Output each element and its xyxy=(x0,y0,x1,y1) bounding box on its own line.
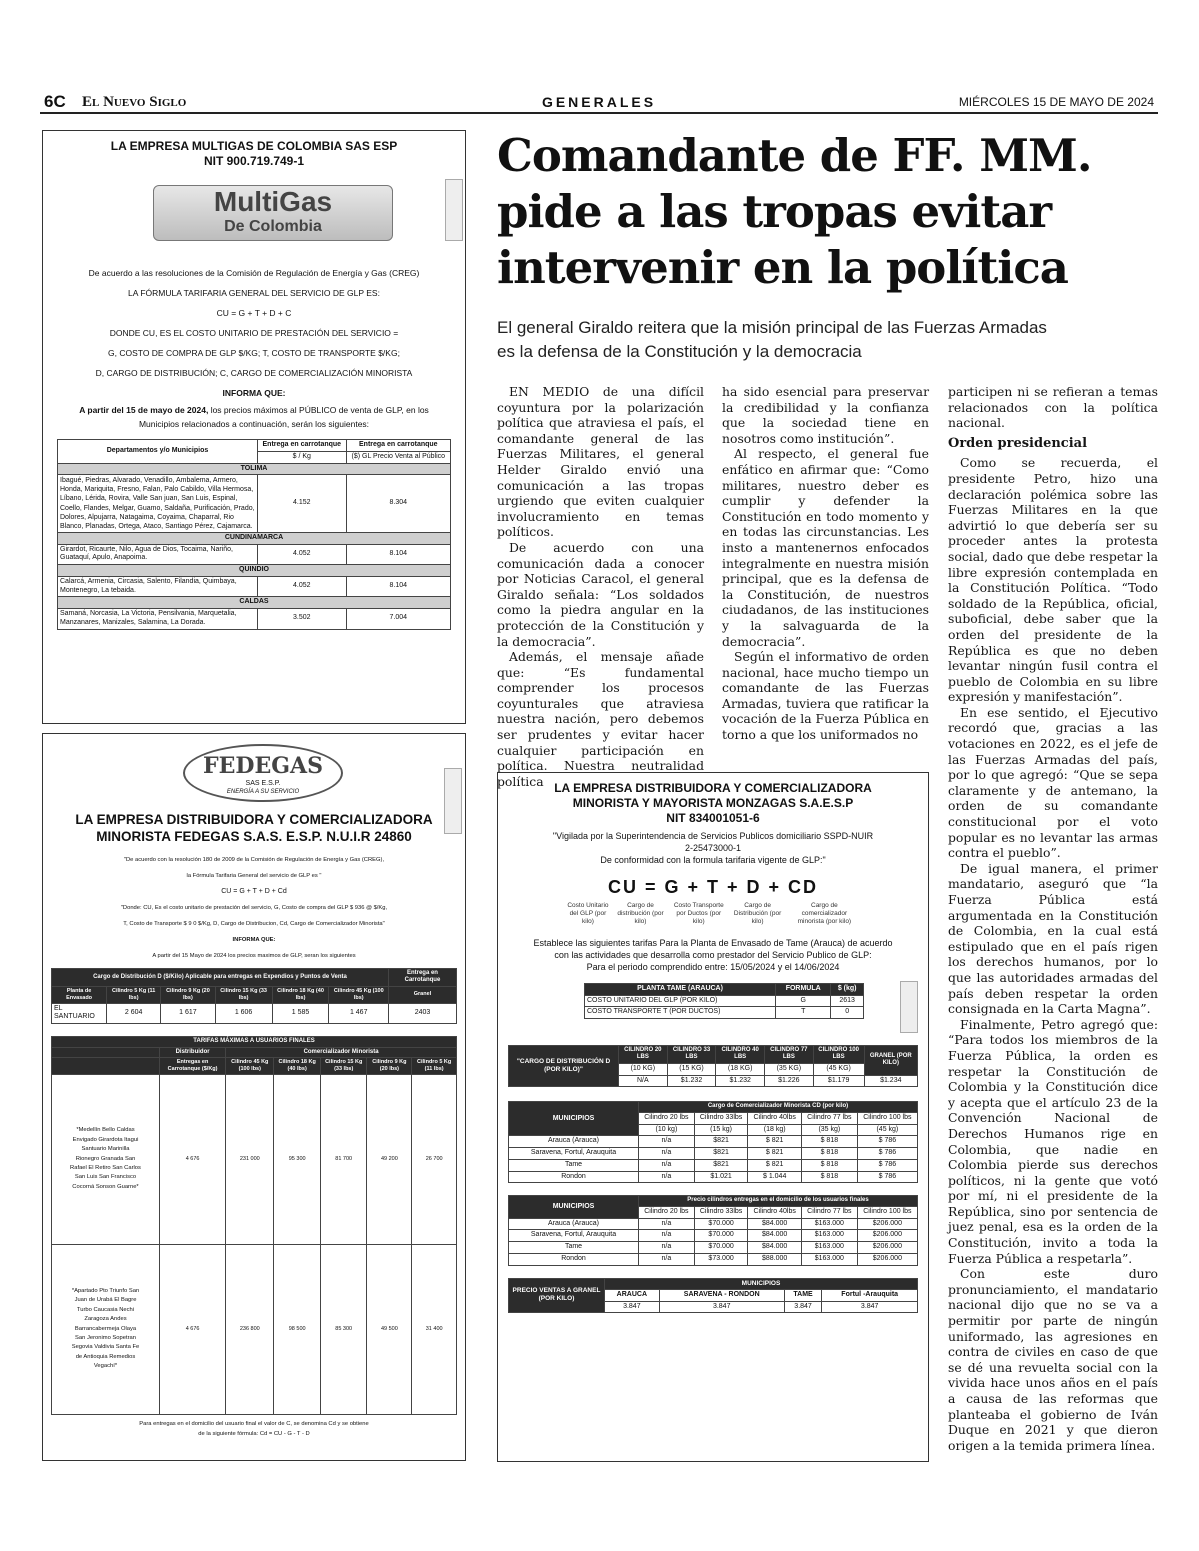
subheading: Orden presidencial xyxy=(948,435,1088,451)
superservicios-badge xyxy=(445,179,463,241)
table-row: EL SANTUARIO 2 604 1 617 1 606 1 585 1 467 2403 xyxy=(52,1003,457,1024)
multigas-formula: CU = G + T + D + C xyxy=(216,308,292,318)
multigas-intro: A partir del 15 de mayo de 2024, los precios máximos al PÚBLICO de venta de GLP, en los Municipios relacionados a continuación, serán los siguientes: xyxy=(79,405,429,429)
paragraph: EN MEDIO de una difícil coyuntura por la polarización política que atraviesa el país, el comandante general de las Fuerzas Militares, el general Helder Giraldo envió una comunicación a las tropas urgiendo que eviten cualquier involucramiento en temas políticos. xyxy=(497,384,704,540)
paragraph: participen ni se refieran a temas relacionados con la política nacional. xyxy=(948,384,1158,431)
newspaper-name: El Nuevo Siglo xyxy=(82,94,187,110)
bulk-price-table: PRECIO VENTAS A GRANEL (POR KILO) MUNICIPIOS ARAUCA SARAVENA - RONDON TAME Fortul -Arauquita 3.847 3.847 3.847 3.847 xyxy=(508,1278,918,1314)
superservicios-badge xyxy=(900,981,918,1033)
fedegas-ad xyxy=(42,733,466,1461)
multigas-logo: MultiGas De Colombia xyxy=(153,185,393,241)
article-column-3 xyxy=(948,384,1158,1464)
cylinder-price-table: MUNICIPIOS Precio cilindros entregas en el domicilio de los usuarios finales Cilindro 20 lbs Cilindro 33lbs Cilindro 40lbs Cilindro 77 lbs Cilindro 100 lbs Arauca (Arauca) n/a $70.000 $84.000 $163.000 $206.000 Saravena, Fortul, Arauquita n/a $70.000 $84.000 $163.000 $206.000 Tame n/a $70.000 $84.000 $163.000 $206.000 Rondon n/a $73.000 $88.000 $163.000 $206.000 xyxy=(508,1195,918,1265)
dept-row: QUINDIO xyxy=(58,565,451,577)
article-headline: Comandante de FF. MM. pide a las tropas evitar intervenir en la política xyxy=(497,129,1092,294)
dept-row: TOLIMA xyxy=(58,463,451,475)
table-row: *Medellín Bello Caldas Envigado Girardota Itagui Santuario Marinilla Rionegro Granada San Rafael El Retiro San Carlos San Luis San Francisco Cocorná Sonson Guarne* 4 676 231 000 95 300 81 700 49 200 26 700 xyxy=(52,1074,457,1244)
page-header xyxy=(40,92,1158,114)
table-row: Samaná, Norcasia, La Victoria, Pensilvania, Marquetalia, Manzanares, Manizales, Salamina, La Dorada. xyxy=(58,609,258,630)
monzagas-line: Para el periodo comprendido entre: 15/05/2024 y el 14/06/2024 xyxy=(586,961,840,972)
multigas-price-table: Departamentos y/o Municipios Entrega en carrotanque Entrega en carrotanque $ / Kg ($) GL Precio Venta al Público TOLIMA Ibagué, Piedras, Alvarado, Venadillo, Ambalema, Armero, Honda, Mariquita, Fresno, Falan, Palo Cabildo, Villa Hermosa, Líbano, Lérida, Rovira, Valle San juan, San Luis, Espinal, Coello, Flandes, Melgar, Guamo, Saldaña, Purificación, Prado, Dolores, Alpujarra, Natagaima, Coyaima, Chaparral, Rio Blanco, Planadas, Ortega, Ataco, Santiago Pérez, Cajamarca. 4.152 8.304 CUNDINAMARCA Girardot, Ricaurte, Nilo, Agua de Dios, Tocaima, Nariño, Guataquí, Apulo, Anapoima. 4.052 8.104 QUINDIO Calarcá, Armenia, Circasia, Salento, Filandia, Quimbaya, Montenegro, La tebaida. 4.052 8.104 CALDAS Samaná, Norcasia, La Victoria, Pensilvania, Marquetalia, Manzanares, Manizales, Salamina, La Dorada. 3.502 7.004 xyxy=(57,439,451,630)
table-row: 3.847 3.847 3.847 3.847 xyxy=(509,1301,918,1313)
table-row: Calarcá, Armenia, Circasia, Salento, Filandia, Quimbaya, Montenegro, La tebaida. xyxy=(58,576,258,597)
multigas-line: De acuerdo a las resoluciones de la Comisión de Regulación de Energía y Gas (CREG) xyxy=(88,268,420,278)
fedegas-line: "Donde: CU, Es el costo unitario de prestación del servicio, G, Costo de compra del GLP $ 936 @ $/Kg, xyxy=(120,904,388,911)
paragraph: Finalmente, Petro agregó que: “Para todos los miembros de la Fuerza Pública, la orden es respetar la Constitución de Colombia y la Constitución dice y acepta que el artículo 23 de la Convención Nacional de Derechos Humanos rige en Colombia, que nadie en Colombia pierde sus derechos políticos, ni la gente que votó por mí, ni el presidente de la República, sino por sentencia de juez penal, esa es la orden de la Constitución, invito a toda la Fuerza Pública a respetarla”. xyxy=(948,1016,1158,1266)
table-row: Rondon n/a $73.000 $88.000 $163.000 $206.000 xyxy=(509,1253,918,1265)
multigas-informa: INFORMA QUE: xyxy=(222,388,286,398)
paragraph: Al respecto, el general fue enfático en afirmar que: “Como militares, nuestro deber es cumplir y defender la Constitución en todo momento y en todas las circunstancias. Les insto a mantenernos enfocados integralmente en nuestra misión principal, que es la defensa de la Constitución, de nuestros ciudadanos, de las instituciones y la salvaguarda de la democracia”. xyxy=(722,446,929,649)
fedegas-nuir: MINORISTA FEDEGAS S.A.S. E.S.P. N.U.I.R 24860 xyxy=(96,828,412,844)
table-row: Arauca (Arauca) n/a $70.000 $84.000 $163.000 $206.000 xyxy=(509,1218,918,1230)
article-column-1 xyxy=(497,384,704,789)
multigas-nit: NIT 900.719.749-1 xyxy=(203,154,305,168)
multigas-logo-area xyxy=(57,173,451,257)
formula-labels: Costo Unitario del GLP (por kilo) Cargo de distribución (por kilo) Costo Transporte por Ductos (por kilo) Cargo de Distribución (por kilo) Cargo de comercializador minorista (por kilo) xyxy=(567,901,852,925)
paragraph: Como se recuerda, el presidente Petro, hizo una declaración polémica sobre las Fuerzas Militares en la que advirtió lo que debería ser su proceder antes la protesta social, dado que debe respetar la libre expresión contemplada en la Constitución Política. “Todo soldado de la República, oficial, suboficial, debe saber que la orden del presidente de la República es que no deben levantar ningún fusil contra el pueblo de Colombia en su libre expresión y manifestación”. xyxy=(948,455,1158,705)
monzagas-line: con las actividades que desarrolla como prestador del Servicio Publico de GLP: xyxy=(554,949,872,960)
monzagas-title: MINORISTA Y MAYORISTA MONZAGAS S.A.E.S.P xyxy=(572,796,854,810)
multigas-line: G, COSTO DE COMPRA DE GLP $/KG; T, COSTO DE TRANSPORTE $/KG; xyxy=(108,348,400,358)
fedegas-line: T, Costo de Transporte $ 9 0 $/Kg, D, Cargo de Distribucion, Cd, Cargo de Comercializador Minorista" xyxy=(123,920,385,927)
table-row: Ibagué, Piedras, Alvarado, Venadillo, Ambalema, Armero, Honda, Mariquita, Fresno, Falan, Palo Cabildo, Villa Hermosa, Líbano, Lérida, Rovira, Valle San juan, San Luis, Espinal, Coello, Flandes, Melgar, Guamo, Saldaña, Purificación, Prado, Dolores, Alpujarra, Natagaima, Coyaima, Chaparral, Rio Blanco, Planadas, Ortega, Ataco, Santiago Pérez, Cajamarca. xyxy=(58,475,258,533)
paragraph: De acuerdo con una comunicación dada a conocer por Noticias Caracol, el general Giraldo señala: “Los soldados como la piedra angular en la protección de la Constitución y la democracia”. xyxy=(497,539,704,649)
fedegas-final-prices-table: TARIFAS MÁXIMAS A USUARIOS FINALES Distribuidor Comercializador Minorista Entregas en Carrotanque ($/Kg) Cilindro 45 Kg (100 lbs) Cilindro 18 Kg (40 lbs) Cilindro 15 Kg (33 lbs) Cilindro 9 Kg (20 lbs) Cilindro 5 Kg (11 lbs) *Medellín Bello Caldas Envigado Girardota Itagui Santuario Marinilla Rionegro Granada San Rafael El Retiro San Carlos San Luis San Francisco Cocorná Sonson Guarne* 4 676 231 000 95 300 81 700 49 200 26 700 *Apartado Pto Triunfo San Juan de Urabá El Bagre Turbo Caucasia Nechi Zaragoza Andes Barrancabermeja Olaya San Jeronimo Sopetran Segovia Valdivia Santa Fe de Antioquia Remedios Vegachí* 4 676 236 800 98 500 85 300 49 500 31 400 xyxy=(51,1036,457,1415)
multigas-line: D, CARGO DE DISTRIBUCIÓN; C, CARGO DE COMERCIALIZACIÓN MINORISTA xyxy=(95,368,413,378)
monzagas-formula: CU = G + T + D + CD xyxy=(607,877,819,897)
fedegas-line: "De acuerdo con la resolución 180 de 2009 de la Comisión de Regulación de Energía y Gas (CREG), xyxy=(123,856,385,863)
issue-date: MIÉRCOLES 15 DE MAYO DE 2024 xyxy=(958,95,1154,109)
fedegas-footnote: Para entregas en el domicilio del usuario final el valor de C, se denomina Cd y se obtiene xyxy=(139,1420,369,1427)
paragraph: De igual manera, el primer mandatario, aseguró que “la Fuerza Pública está argumentada en la Constitución de Colombia, en la cual está estipulado que en el país rigen los derechos humanos, por lo que las autoridades armadas del país deben respetar la orden consignada en la Carta Magna”. xyxy=(948,860,1158,1017)
section-name: GENERALES xyxy=(541,94,657,110)
monzagas-line: "Vigilada por la Superintendencia de Servicios Publicos domiciliario SSPD-NUIR xyxy=(552,831,874,841)
article-deck: El general Giraldo reitera que la misión principal de las Fuerzas Armadas es la defensa de la Constitución y la democracia xyxy=(497,318,1047,361)
paragraph: Con este duro pronunciamiento, el mandatario nacional dijo que no se va a permitir por parte de ningún uniformado, las agresiones en contra de civiles en caso de que se dé una revuelta social con la vivida hace unos años en el país a causa de las reformas que planteaba el gobierno de Iván Duque en 2021 y que dieron origen a la temida primera línea. xyxy=(948,1266,1158,1453)
table-row: Tame n/a $70.000 $84.000 $163.000 $206.000 xyxy=(509,1242,918,1254)
table-row: COSTO UNITARIO DEL GLP (POR KILO) G 2613 xyxy=(585,995,864,1007)
fedegas-logo: FEDEGAS SAS E.S.P. ENERGÍA A SU SERVICIO xyxy=(183,744,343,802)
commercializer-charge-table: MUNICIPIOS Cargo de Comercializador Minorista CD (por kilo) Cilindro 20 lbs Cilindro 33lbs Cilindro 40lbs Cilindro 77 lbs Cilindro 100 lbs (10 kg) (15 kg) (18 kg) (35 kg) (45 kg) Arauca (Arauca) n/a $821 $ 821 $ 818 $ 786 Saravena, Fortul, Arauquita n/a $821 $ 821 $ 818 $ 786 Tame n/a $821 $ 821 $ 818 $ 786 Rondon n/a $1.021 $ 1.044 $ 818 $ 786 xyxy=(508,1101,918,1183)
paragraph: ha sido esencial para preservar la credibilidad y la confianza que la sociedad tiene en nosotros como institución”. xyxy=(722,384,929,446)
monzagas-line: Establece las siguientes tarifas Para la Planta de Envasado de Tame (Arauca) de acuerdo xyxy=(533,937,893,948)
multigas-ad xyxy=(42,130,466,724)
paragraph: Según el informativo de orden nacional, hace mucho tiempo un comandante de las Fuerzas Armadas, tuviera que ratificar la vocación de la Fuerza Pública en torno a que los uniformados no xyxy=(722,649,929,743)
table-row: COSTO TRANSPORTE T (POR DUCTOS) T 0 xyxy=(585,1007,864,1019)
table-row: Tame n/a $821 $ 821 $ 818 $ 786 xyxy=(509,1159,918,1171)
multigas-title: LA EMPRESA MULTIGAS DE COLOMBIA SAS ESP xyxy=(110,139,398,153)
fedegas-footnote: de la siguiente fórmula: Cd = CU - G - T - D xyxy=(198,1430,310,1437)
dept-row: CUNDINAMARCA xyxy=(58,532,451,544)
multigas-line: DONDE CU, ES EL COSTO UNITARIO DE PRESTACIÓN DEL SERVICIO = xyxy=(109,328,399,338)
monzagas-line: De conformidad con la formula tarifaria vigente de GLP:" xyxy=(600,855,826,865)
page-number: 6C xyxy=(44,92,66,111)
table-row: N/A $1.232 $1.232 $1.226 $1.179 $1.234 xyxy=(509,1075,918,1087)
monzagas-ad xyxy=(497,772,929,1462)
table-row: Saravena, Fortul, Arauquita n/a $821 $ 821 $ 818 $ 786 xyxy=(509,1148,918,1160)
table-row: Girardot, Ricaurte, Nilo, Agua de Dios, Tocaima, Nariño, Guataquí, Apulo, Anapoima. xyxy=(58,544,258,565)
table-row: *Apartado Pto Triunfo San Juan de Urabá El Bagre Turbo Caucasia Nechi Zaragoza Andes Barrancabermeja Olaya San Jeronimo Sopetran Segovia Valdivia Santa Fe de Antioquia Remedios Vegachí* 4 676 236 800 98 500 85 300 49 500 31 400 xyxy=(52,1244,457,1414)
article-column-2 xyxy=(722,384,929,750)
fedegas-distribution-table: Cargo de Distribución D ($/Kilo) Aplicable para entregas en Expendios y Puntos de Venta Entrega en Carrotanque Planta de Envasado Cilindro 5 Kg (11 lbs) Cilindro 9 Kg (20 lbs) Cilindro 15 Kg (33 lbs) Cilindro 18 Kg (40 lbs) Cilindro 45 Kg (100 lbs) Granel EL SANTUARIO 2 604 1 617 1 606 1 585 1 467 2403 xyxy=(51,968,457,1024)
fedegas-logo-area xyxy=(51,740,457,806)
fedegas-informa: INFORMA QUE: xyxy=(232,936,276,943)
multigas-line: LA FÓRMULA TARIFARIA GENERAL DEL SERVICIO DE GLP ES: xyxy=(128,288,380,298)
planta-tame-table: PLANTA TAME (ARAUCA) FORMULA $ (kg) COSTO UNITARIO DEL GLP (POR KILO) G 2613 COSTO TRANSPORTE T (POR DUCTOS) T 0 xyxy=(584,983,864,1019)
monzagas-line: 2-25473000-1 xyxy=(684,843,742,853)
paragraph: En ese sentido, el Ejecutivo recordó que, gracias a las votaciones en 2022, es el jefe de las Fuerzas Armadas del país, por lo que agregó: “Que se sepa claramente y de antemano, la orden de su comandante constitucional por el voto popular es no levantar las armas contra el pueblo”. xyxy=(948,704,1158,861)
fedegas-line: A partir del 15 Mayo de 2024 los precios maximos de GLP, seran los siguientes xyxy=(152,952,356,959)
fedegas-formula: CU = G + T + D + Cd xyxy=(221,887,287,895)
distribution-charge-table: "CARGO DE DISTRIBUCIÓN D (POR KILO)" CILINDRO 20 LBS CILINDRO 33 LBS CILINDRO 40 LBS CILINDRO 77 LBS CILINDRO 100 LBS GRANEL (POR KILO) (10 KG) (15 KG) (18 KG) (35 KG) (45 KG) N/A $1.232 $1.232 $1.226 $1.179 $1.234 xyxy=(508,1045,918,1088)
monzagas-nit: NIT 834001051-6 xyxy=(666,811,760,825)
table-row: Arauca (Arauca) n/a $821 $ 821 $ 818 $ 786 xyxy=(509,1136,918,1148)
fedegas-line: la Fórmula Tarifaria General del servicio de GLP es " xyxy=(186,872,322,879)
superservicios-badge xyxy=(444,768,462,834)
table-row: Saravena, Fortul, Arauquita n/a $70.000 $84.000 $163.000 $206.000 xyxy=(509,1230,918,1242)
table-row: Rondon n/a $1.021 $ 1.044 $ 818 $ 786 xyxy=(509,1171,918,1183)
fedegas-title: LA EMPRESA DISTRIBUIDORA Y COMERCIALIZADORA xyxy=(75,812,433,827)
monzagas-title: LA EMPRESA DISTRIBUIDORA Y COMERCIALIZADORA xyxy=(554,781,872,795)
dept-row: CALDAS xyxy=(58,597,451,609)
paragraph: Además, el mensaje añade que: “Es fundamental comprender los procesos coyunturales que atraviesa nuestra nación, pero debemos ser prudentes y evitar hacer cualquier participación en política. Nuestra neutralidad política xyxy=(497,649,704,789)
